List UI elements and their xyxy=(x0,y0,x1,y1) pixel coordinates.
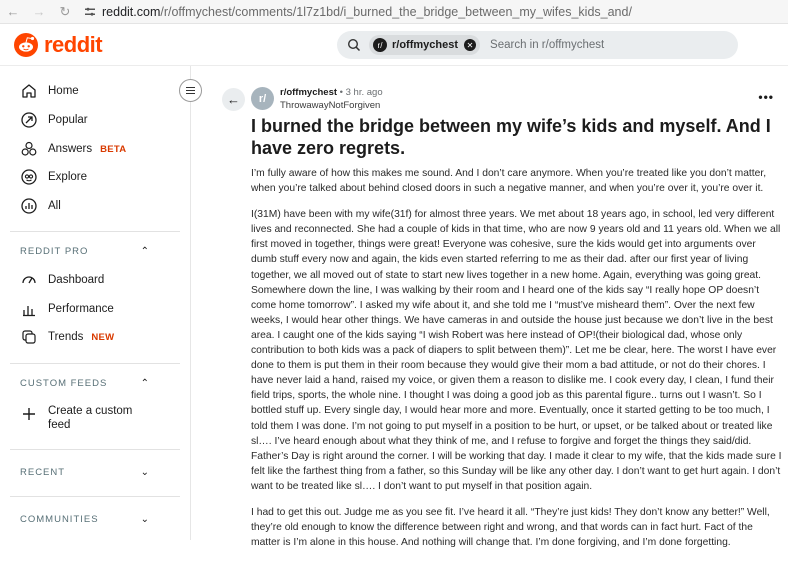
post-body xyxy=(251,166,782,561)
subreddit-filter-chip[interactable] xyxy=(369,35,480,55)
remove-filter-icon[interactable]: ✕ xyxy=(464,39,476,51)
sidebar-item-label: Popular xyxy=(48,114,88,126)
communities-section-header[interactable] xyxy=(20,514,150,525)
sidebar-divider xyxy=(10,496,180,497)
home-icon xyxy=(20,82,38,100)
dashboard-icon xyxy=(20,271,38,289)
post-title: I burned the bridge between my wife’s kids and myself. And I have zero regrets. xyxy=(251,116,771,158)
author-link[interactable]: ThrowawayNotForgiven xyxy=(280,100,381,111)
section-heading: COMMUNITIES xyxy=(20,514,99,525)
sidebar-item-popular[interactable] xyxy=(20,111,88,129)
search-input[interactable]: Search in r/offmychest xyxy=(490,39,605,51)
site-header xyxy=(0,24,788,66)
new-badge: NEW xyxy=(91,331,115,343)
performance-icon xyxy=(20,300,38,318)
subreddit-chip-label: r/offmychest xyxy=(392,39,459,51)
subreddit-chip-avatar: r/ xyxy=(373,38,387,52)
sidebar-item-home[interactable] xyxy=(20,82,79,100)
sidebar-item-all[interactable] xyxy=(20,197,61,215)
more-options-icon[interactable]: ••• xyxy=(758,90,774,104)
back-button[interactable] xyxy=(222,88,245,111)
section-heading: RECENT xyxy=(20,467,66,478)
back-arrow-icon[interactable]: ← xyxy=(6,4,20,19)
sidebar-divider xyxy=(10,363,180,364)
post-time-separator: • xyxy=(339,87,346,98)
post-paragraph: I’m fully aware of how this makes me sound. And I don’t care anymore. When you’re treated like you don’t matter, when you’re talked about behind closed doors in such a negative manner, and when you’re over it, you’re over it. xyxy=(251,168,767,195)
sidebar-item-dashboard[interactable] xyxy=(20,271,104,289)
chevron-up-icon: ⌃ xyxy=(140,246,150,257)
create-custom-feed-label: Create a custom feed xyxy=(48,405,133,431)
site-info-icon[interactable] xyxy=(84,6,96,18)
sidebar-item-label: Performance xyxy=(48,303,114,315)
search-icon xyxy=(347,38,361,52)
left-sidebar xyxy=(0,66,191,540)
subreddit-avatar[interactable]: r/ xyxy=(251,87,274,110)
section-heading: CUSTOM FEEDS xyxy=(20,378,108,389)
recent-section-header[interactable] xyxy=(20,467,150,478)
sidebar-divider xyxy=(10,231,180,232)
explore-icon xyxy=(20,168,38,186)
popular-icon xyxy=(20,111,38,129)
menu-icon xyxy=(186,87,195,88)
trends-icon xyxy=(20,328,38,346)
reddit-logo[interactable] xyxy=(14,32,102,58)
url-path: /r/offmychest/comments/1l7z1bd/i_burned_the_bridge_between_my_wifes_kids_and/ xyxy=(160,4,632,19)
post-meta xyxy=(280,87,383,111)
sidebar-item-label: Home xyxy=(48,85,79,97)
reddit-wordmark: reddit xyxy=(44,32,103,57)
custom-feeds-section-header[interactable] xyxy=(20,378,150,389)
collapse-sidebar-button[interactable] xyxy=(179,79,202,102)
back-arrow-icon: ← xyxy=(227,92,240,107)
post-time: 3 hr. ago xyxy=(345,87,383,98)
create-custom-feed-button[interactable] xyxy=(20,404,133,432)
plus-icon xyxy=(20,405,38,423)
sidebar-item-label: Trends xyxy=(48,331,84,343)
all-icon xyxy=(20,197,38,215)
sidebar-item-performance[interactable] xyxy=(20,300,114,318)
forward-arrow-icon[interactable]: → xyxy=(32,4,46,19)
post-paragraph: I(31M) have been with my wife(31f) for almost three years. We met about 18 years ago, in school, led very different lives and reconnected. She had a couple of kids in that time, who are now 9 years old and 11 years old. When we all first moved in together, things were great! Everyone was cohesive, sure the kids would get into arguments over dumb stuff every now and again, the kids even started referring to me as their dad. after our first year of living together, we all moved out of state to start new lives together in a new home. Again, everything was going great. Somewhere down the line, I was walking by their room and I heard one of the kids say “I really hope OP doesn’t come home tomorrow”. I asked my wife about it, and she told me I “must’ve misheard them”. Over the next few weeks, I would hear other things. We have cameras in and outside the house just because we don’t live in the best area. I caught one of the kids saying “I wish Robert was here instead of OP!(their biological dad, whose only contribution to both kids was a pack of diapers to split between them)”. Let me be clear, here. The worst I have ever done to them is put them in their room because they would give their mom a bad attitude, or not do their chores. I have never laid a hand, raised my voice, or given them a reason to dislike me. I cook every day, I clean, I fund their field trips, sports, the whole nine. I thought I was doing a good job as this parental figure.. turns out I wasn’t. So I bottled stuff up. Every single day, I would hear more and more. Eventually, once it started getting to be too much, I told them I was done. I’m not going to put myself in a position to be hurt, or upset, or be talked about or treated like sl…. I’ve heard enough about what they think of me, and I refuse to forgive and forget the things they said/did. Father’s Day is right around the corner. I will be working that day. I made it clear to my wife, that the kids made sure I felt like the farthest thing from a father, so this Sunday will be like any other day. I don’t want to get hurt again. I don’t want to be treated like sl…. I don’t want to put myself in that position again. xyxy=(251,209,782,492)
section-heading: REDDIT PRO xyxy=(20,246,89,257)
sidebar-item-trends[interactable] xyxy=(20,328,114,346)
sidebar-divider xyxy=(10,449,180,450)
reload-icon[interactable]: ↻ xyxy=(59,3,71,19)
chevron-up-icon: ⌃ xyxy=(140,378,150,389)
chevron-down-icon: ⌄ xyxy=(140,514,150,525)
browser-toolbar xyxy=(0,0,788,24)
subreddit-link[interactable]: r/offmychest xyxy=(280,87,338,98)
reddit-snoo-icon xyxy=(14,33,38,57)
beta-badge: BETA xyxy=(100,143,127,155)
sidebar-item-label: Explore xyxy=(48,171,87,183)
post-paragraph: I had to get this out. Judge me as you see fit. I’ve heard it all. “They’re just kids! They don’t know any better!” Well, they’re old enough to know the difference between right and wrong, and that words can in fact hurt. Fact of the matter is I’m alone in this house. And nothing will change that. I’m done forgiving, and I’m done forgetting. xyxy=(251,506,770,549)
sidebar-item-answers[interactable] xyxy=(20,140,126,158)
url-host: reddit.com xyxy=(102,4,161,19)
sidebar-item-label: Answers xyxy=(48,143,93,155)
address-bar[interactable] xyxy=(84,5,632,19)
sidebar-item-label: All xyxy=(48,200,61,212)
chevron-down-icon: ⌄ xyxy=(140,467,150,478)
answers-icon xyxy=(20,140,38,158)
sidebar-item-explore[interactable] xyxy=(20,168,87,186)
sidebar-item-label: Dashboard xyxy=(48,274,105,286)
reddit-pro-section-header[interactable] xyxy=(20,246,150,257)
search-bar[interactable] xyxy=(337,31,738,59)
